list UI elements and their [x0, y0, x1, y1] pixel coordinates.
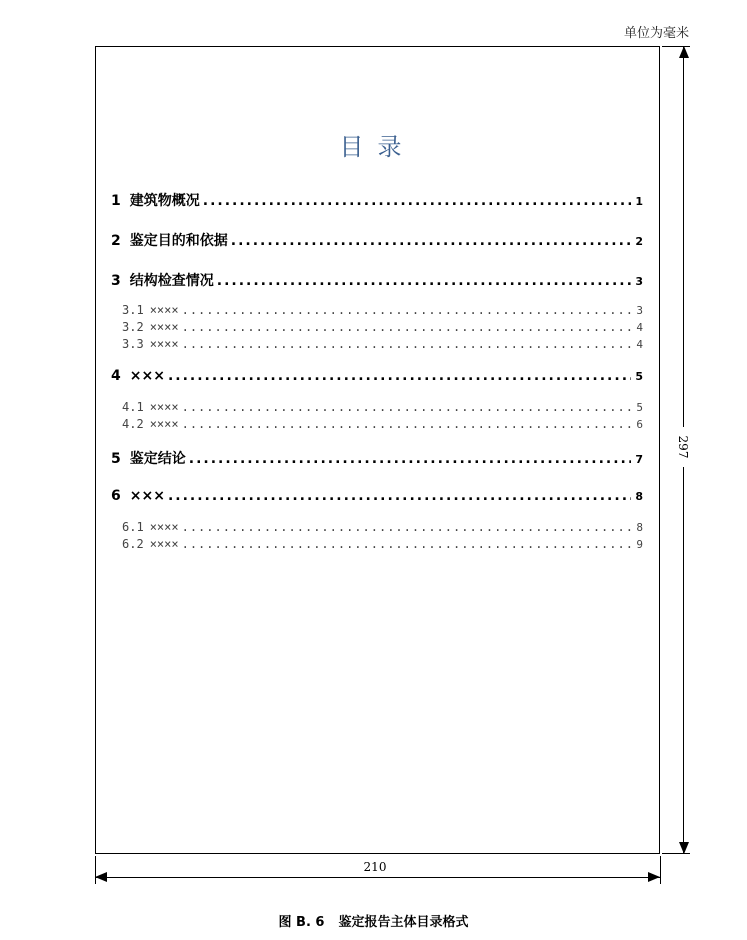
- toc-entry: [111, 520, 643, 534]
- toc-entry-label: ×××: [129, 488, 165, 504]
- toc-entry: [111, 230, 643, 250]
- dot-leader: [168, 368, 631, 384]
- dot-leader: [189, 451, 632, 467]
- toc-entry: [111, 417, 643, 431]
- page-frame: [95, 46, 660, 854]
- dot-leader: [182, 337, 633, 351]
- toc-entry-page: 4: [636, 338, 643, 351]
- toc-entry: [111, 320, 643, 334]
- toc-entry-number: 6.2: [122, 537, 144, 551]
- dot-leader: [231, 233, 632, 249]
- toc-entry-label: 鉴定结论: [129, 451, 186, 467]
- arrow-right-icon: [648, 872, 660, 882]
- arrow-up-icon: [679, 46, 689, 58]
- toc-entry-label: ×××: [129, 368, 165, 384]
- dot-leader: [182, 537, 633, 551]
- dot-leader: [182, 400, 633, 414]
- width-label: 210: [360, 860, 390, 874]
- toc-entry-number: 4: [111, 368, 121, 384]
- dot-leader: [168, 488, 631, 504]
- toc-entry: [111, 537, 643, 551]
- toc-title: 目录: [339, 133, 416, 161]
- figure-caption: [0, 911, 747, 930]
- toc-entry-number: 1: [111, 193, 121, 209]
- unit-note: 单位为毫米: [623, 26, 689, 41]
- toc-entry-page: 1: [635, 195, 643, 208]
- arrow-down-icon: [679, 842, 689, 854]
- width-dimension-line: [95, 877, 660, 878]
- toc-entry-page: 5: [635, 370, 643, 383]
- toc-entry: [111, 190, 643, 210]
- toc-entry-label: ××××: [149, 400, 179, 414]
- dot-leader: [182, 303, 633, 317]
- toc-entry: [111, 488, 643, 504]
- toc-entry-number: 3.3: [122, 337, 144, 351]
- toc-entry-page: 5: [636, 401, 643, 414]
- toc-entry-page: 8: [635, 490, 643, 503]
- toc-entry-number: 3: [111, 273, 121, 289]
- toc-entry-number: 5: [111, 451, 121, 467]
- toc-entry: [111, 270, 643, 290]
- toc-entry-label: ××××: [149, 537, 179, 551]
- toc-entry-page: 2: [635, 235, 643, 248]
- toc-entry-number: 2: [111, 233, 121, 249]
- toc-entry: [111, 337, 643, 351]
- toc-entry-page: 6: [636, 418, 643, 431]
- dot-leader: [182, 320, 633, 334]
- toc-entry-label: 鉴定目的和依据: [129, 233, 228, 249]
- toc-entry: [111, 368, 643, 384]
- figure-number: 图 B. 6: [278, 915, 325, 930]
- width-extension-line-right: [660, 856, 661, 884]
- toc-entry-label: ××××: [149, 417, 179, 431]
- toc-entry-page: 9: [636, 538, 643, 551]
- toc-entry-number: 3.1: [122, 303, 144, 317]
- toc-entry-label: ××××: [149, 337, 179, 351]
- toc-entry-page: 7: [635, 453, 643, 466]
- toc-entry-label: 结构检查情况: [129, 273, 214, 289]
- figure-title: 鉴定报告主体目录格式: [338, 915, 469, 930]
- toc-entry: [111, 303, 643, 317]
- dot-leader: [217, 273, 632, 289]
- dot-leader: [182, 417, 633, 431]
- toc-entry-page: 3: [636, 304, 643, 317]
- toc-entry-number: 4.1: [122, 400, 144, 414]
- dot-leader: [182, 520, 633, 534]
- toc-entry-number: 6: [111, 488, 121, 504]
- toc-entry-label: ××××: [149, 520, 179, 534]
- toc-entry-page: 4: [636, 321, 643, 334]
- toc-entry-label: ××××: [149, 303, 179, 317]
- dot-leader: [203, 193, 632, 209]
- toc-entry-page: 3: [635, 275, 643, 288]
- toc-entry-number: 6.1: [122, 520, 144, 534]
- toc-entry: [111, 448, 643, 468]
- toc-entry-label: 建筑物概况: [129, 193, 200, 209]
- toc-entry-label: ××××: [149, 320, 179, 334]
- toc-entry-number: 3.2: [122, 320, 144, 334]
- toc-entry: [111, 400, 643, 414]
- arrow-left-icon: [95, 872, 107, 882]
- toc-entry-number: 4.2: [122, 417, 144, 431]
- height-label: 297: [676, 427, 690, 467]
- toc-entry-page: 8: [636, 521, 643, 534]
